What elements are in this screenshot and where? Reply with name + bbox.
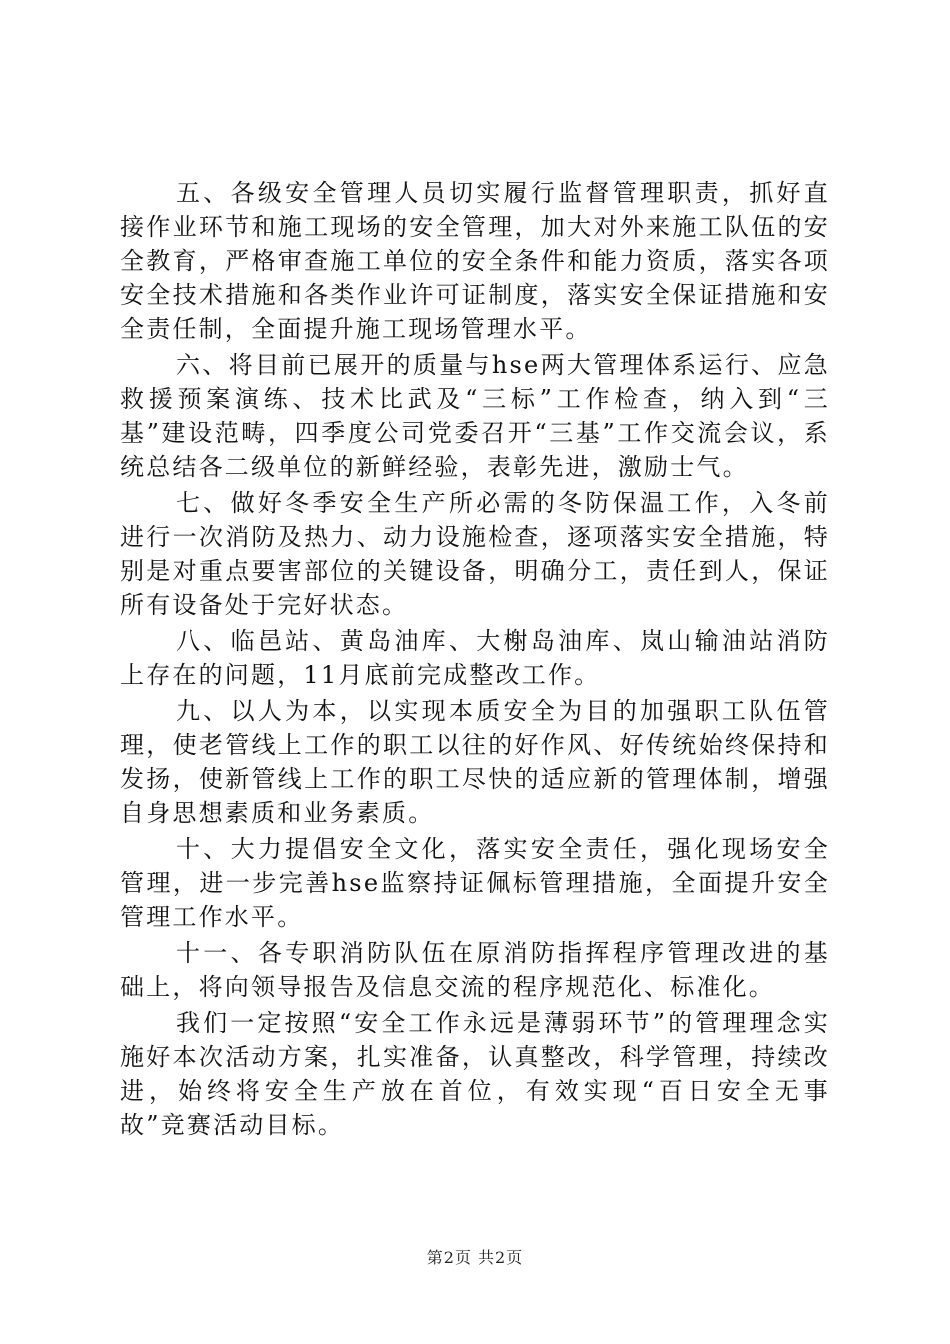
paragraph-11: 十一、各专职消防队伍在原消防指挥程序管理改进的基础上，将向领导报告及信息交流的程序规范化、标准化。	[120, 939, 830, 1001]
page-number-label: 第2页 共2页	[426, 1248, 524, 1267]
paragraph-5: 五、各级安全管理人员切实履行监督管理职责，抓好直接作业环节和施工现场的安全管理，加大对外来施工队伍的安全教育，严格审查施工单位的安全条件和能力资质，落实各项安全技术措施和各类作业许可证制度，落实安全保证措施和安全责任制，全面提升施工现场管理水平。	[120, 179, 830, 343]
paragraph-10: 十、大力提倡安全文化，落实安全责任，强化现场安全管理，进一步完善hse监察持证佩标管理措施，全面提升安全管理工作水平。	[120, 835, 830, 931]
paragraph-8: 八、临邑站、黄岛油库、大榭岛油库、岚山输油站消防上存在的问题，11月底前完成整改工作。	[120, 627, 830, 689]
document-body	[120, 176, 830, 1144]
paragraph-6: 六、将目前已展开的质量与hse两大管理体系运行、应急救援预案演练、技术比武及“三标”工作检查，纳入到“三基”建设范畴，四季度公司党委召开“三基”工作交流会议，系统总结各二级单位的新鲜经验，表彰先进，激励士气。	[120, 351, 830, 481]
paragraph-9: 九、以人为本，以实现本质安全为目的加强职工队伍管理，使老管线上工作的职工以往的好作风、好传统始终保持和发扬，使新管线上工作的职工尽快的适应新的管理体制，增强自身思想素质和业务素质。	[120, 697, 830, 827]
paragraph-7: 七、做好冬季安全生产所必需的冬防保温工作，入冬前进行一次消防及热力、动力设施检查，逐项落实安全措施，特别是对重点要害部位的关键设备，明确分工，责任到人，保证所有设备处于完好状态。	[120, 489, 830, 619]
page-footer	[0, 1245, 950, 1268]
paragraph-closing: 我们一定按照“安全工作永远是薄弱环节”的管理理念实施好本次活动方案，扎实准备，认真整改，科学管理，持续改进，始终将安全生产放在首位，有效实现“百日安全无事故”竞赛活动目标。	[120, 1009, 830, 1139]
